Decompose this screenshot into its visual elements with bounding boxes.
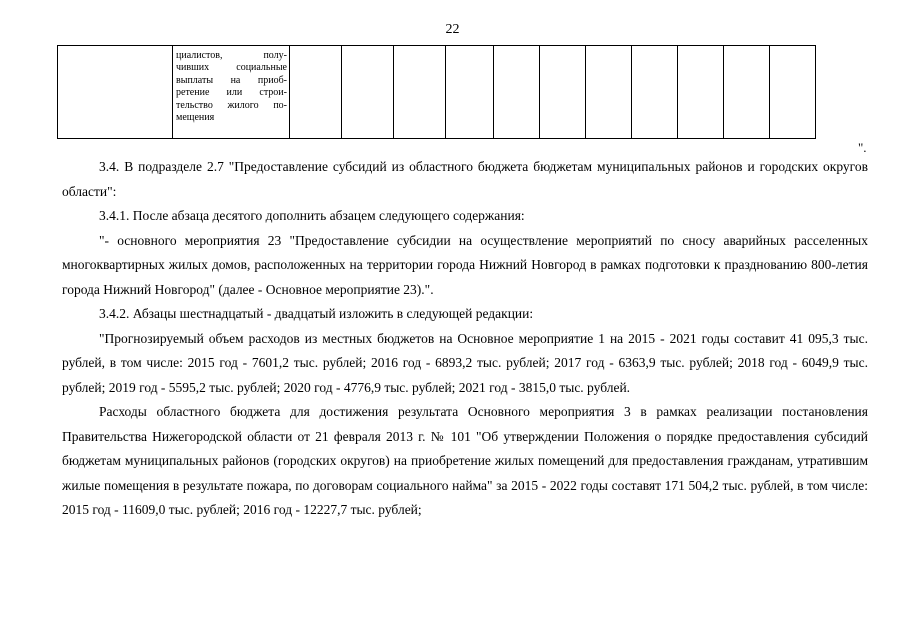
table-cell (586, 46, 632, 139)
table-fragment (57, 45, 816, 139)
table-cell (446, 46, 494, 139)
paragraph-3-4: 3.4. В подразделе 2.7 "Предоставление субсидий из областного бюджета бюджетам муниципальных районов и городских округов области": (62, 159, 868, 199)
table-cell (770, 46, 816, 139)
table-cell (494, 46, 540, 139)
table-cell (724, 46, 770, 139)
table-cell (342, 46, 394, 139)
table-cell-text: циалистов, полу- чивших социальные выплаты на приоб- ретение или строи- тельство жилого по- мещения (176, 50, 287, 124)
table-cell (58, 46, 173, 139)
table-cell (540, 46, 586, 139)
paragraph-forecast: "Прогнозируемый объем расходов из местных бюджетов на Основное мероприятие 1 на 2015 - 2021 годы составит 41 095,3 тыс. рублей, в том числе: 2015 год - 7601,2 тыс. рублей; 2016 год - 6893,2 тыс. рублей; 2017 год - 6363,9 тыс. рублей; 2018 год - 6049,9 тыс. рублей; 2019 год - 5595,2 тыс. рублей; 2020 год - 4776,9 тыс. рублей; 2021 год - 3815,0 тыс. рублей. (62, 330, 868, 395)
page-number: 22 (445, 22, 460, 37)
table-cell (678, 46, 724, 139)
table-cell (632, 46, 678, 139)
document-body (62, 155, 868, 523)
table-cell (394, 46, 446, 139)
paragraph-regional-budget: Расходы областного бюджета для достижения результата Основного мероприятия 3 в рамках реализации постановления Правительства Нижегородской области от 21 февраля 2013 г. № 101 "Об утверждении Положения о порядке предоставления субсидий бюджетам муниципальных районов (городских округов) на приобретение жилых помещений для предоставления гражданам, утратившим жилые помещения в результате пожара, по договорам социального найма" за 2015 - 2022 годы составят 171 504,2 тыс. рублей, в том числе: 2015 год - 11609,0 тыс. рублей; 2016 год - 12227,7 тыс. рублей; (62, 404, 868, 517)
table-row (58, 46, 816, 139)
table-cell (290, 46, 342, 139)
closing-quote: ". (858, 140, 867, 155)
paragraph-3-4-2: 3.4.2. Абзацы шестнадцатый - двадцатый изложить в следующей редакции: (99, 306, 534, 321)
paragraph-3-4-1: 3.4.1. После абзаца десятого дополнить абзацем следующего содержания: (99, 208, 525, 223)
paragraph-quote-23: "- основного мероприятия 23 "Предоставление субсидии на осуществление мероприятий по сносу аварийных расселенных многоквартирных жилых домов, расположенных на территории города Нижний Новгород в рамках подготовки к празднованию 800-летия города Нижний Новгород" (далее - Основное мероприятие 23).". (62, 232, 868, 297)
table-cell (173, 46, 290, 139)
